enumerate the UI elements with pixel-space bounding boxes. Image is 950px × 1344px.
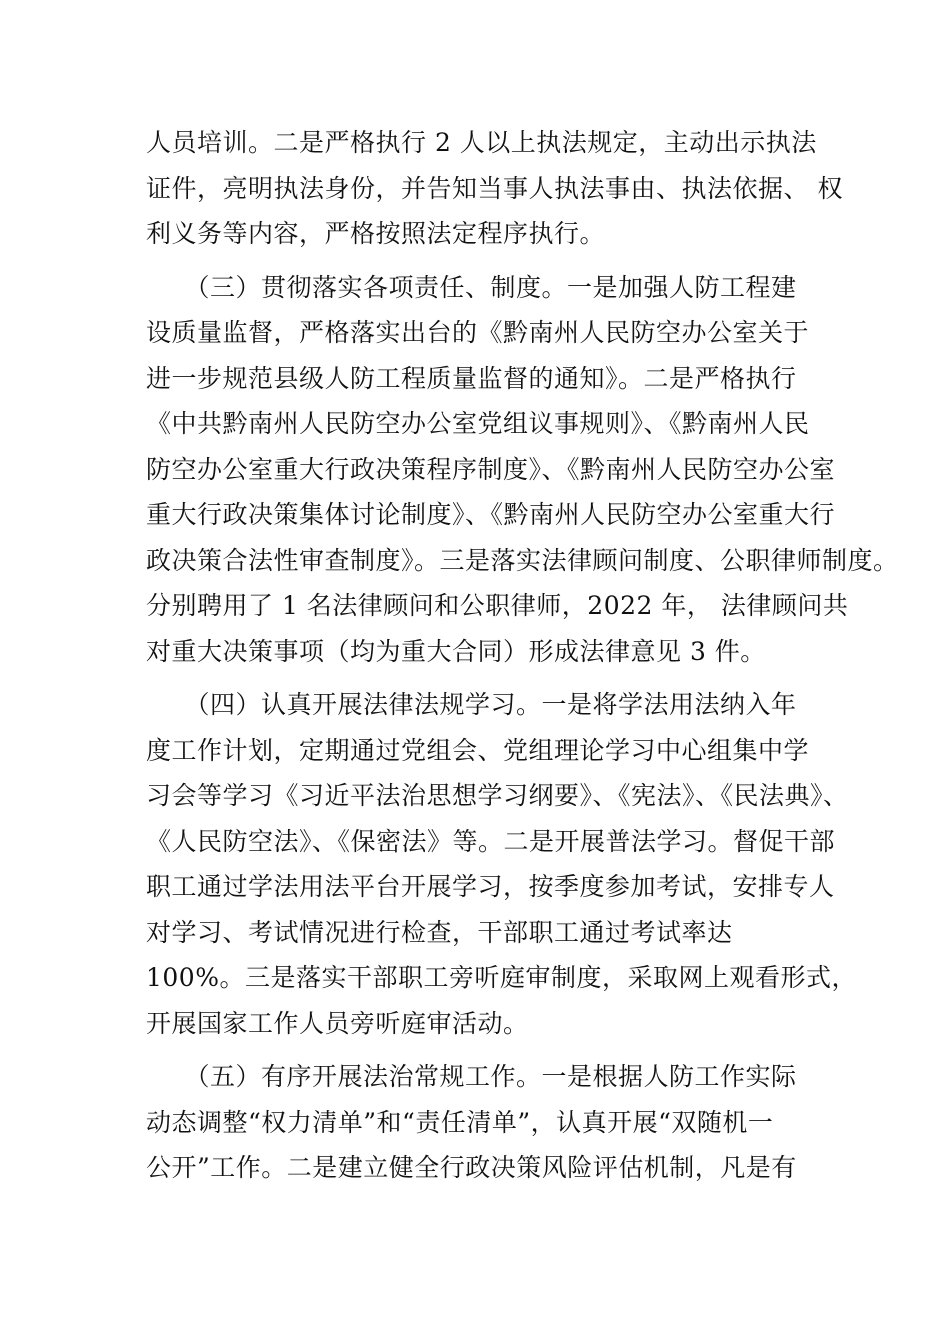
text-line: 度工作计划，定期通过党组会、党组理论学习中心组集中学 (146, 735, 810, 765)
text-line: 对重大决策事项（均为重大合同）形成法律意见 3 件。 (146, 636, 766, 666)
text-line: 《人民防空法》、《保密法》等。二是开展普法学习。督促干部 (146, 826, 836, 856)
text-line: 100%。三是落实干部职工旁听庭审制度，采取网上观看形式， (146, 963, 857, 992)
text-line: （三）贯彻落实各项责任、制度。一是加强人防工程建 (146, 272, 797, 302)
text-line: 利义务等内容，严格按照法定程序执行。 (146, 219, 606, 248)
text-line: 分别聘用了 1 名法律顾问和公职律师，2022 年， 法律顾问共 (146, 591, 849, 620)
text-line: 习会等学习《习近平法治思想学习纲要》、《宪法》、《民法典》、 (146, 781, 849, 810)
text-line: 进一步规范县级人防工程质量监督的通知》。二是严格执行 (146, 363, 797, 393)
text-line: 人员培训。二是严格执行 2 人以上执法规定，主动出示执法 (146, 128, 817, 157)
text-line: 防空办公室重大行政决策程序制度》、《黔南州人民防空办公室 (146, 454, 836, 484)
text-line: （四）认真开展法律法规学习。一是将学法用法纳入年 (146, 690, 797, 719)
text-line: 职工通过学法用法平台开展学习，按季度参加考试，安排专人 (146, 872, 835, 901)
text-line: 公开”工作。二是建立健全行政决策风险评估机制，凡是有 (146, 1153, 797, 1182)
text-line: 《中共黔南州人民防空办公室党组议事规则》、《黔南州人民 (146, 409, 810, 438)
text-line: 重大行政决策集体讨论制度》、《黔南州人民防空办公室重大行 (146, 500, 836, 529)
text-line: 开展国家工作人员旁听庭审活动。 (146, 1008, 529, 1038)
paragraph-gap (146, 257, 846, 265)
text-line: 证件，亮明执法身份，并告知当事人执法事由、执法依据、 权 (146, 173, 843, 203)
paragraph-gap (146, 674, 846, 682)
text-line: 动态调整“权力清单”和“责任清单”，认真开展“双随机一 (146, 1107, 774, 1137)
text-line: 设质量监督，严格落实出台的《黔南州人民防空办公室关于 (146, 318, 810, 347)
text-line: 政决策合法性审查制度》。三是落实法律顾问制度、公职律师制度。 (146, 545, 899, 575)
text-line: （五）有序开展法治常规工作。一是根据人防工作实际 (146, 1062, 797, 1091)
text-line: 对学习、考试情况进行检查，干部职工通过考试率达 (146, 917, 733, 947)
body-text (146, 120, 899, 1191)
paragraph-gap (146, 1046, 846, 1054)
